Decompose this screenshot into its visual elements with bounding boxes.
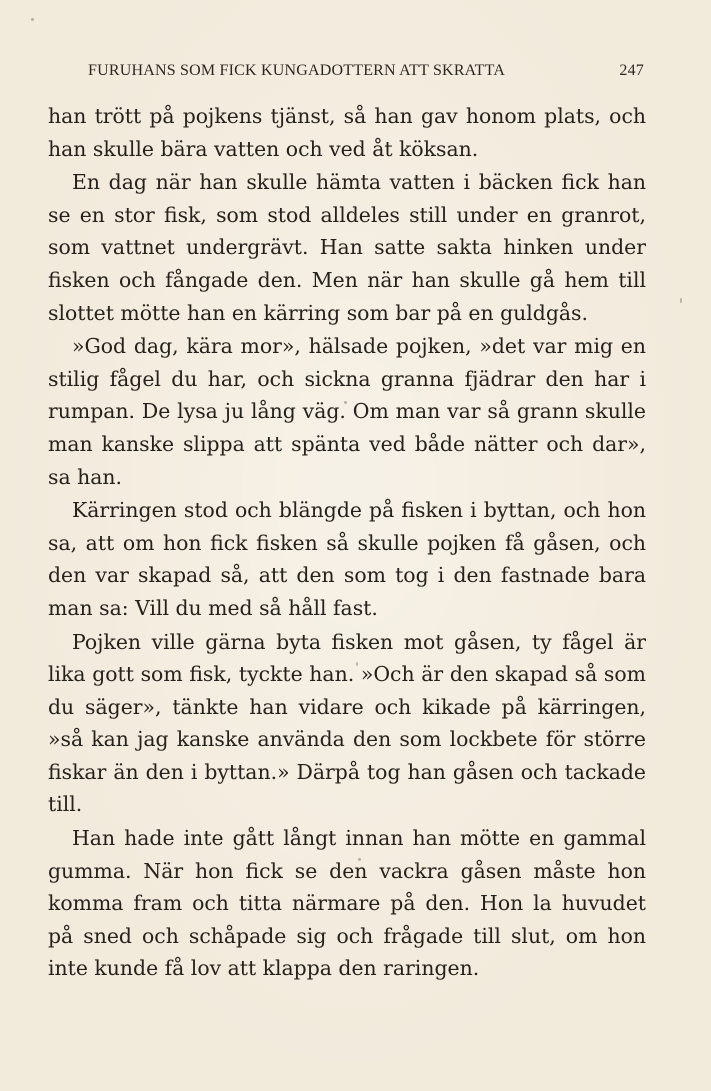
body-text <box>48 100 646 985</box>
paper-speck <box>680 298 682 303</box>
paper-speck <box>31 18 34 21</box>
paragraph-continued: han trött på pojkens tjänst, så han gav honom plats, och han skulle bära vatten och ved åt köksan. <box>48 104 646 161</box>
paragraph: Kärringen stod och blängde på fisken i byttan, och hon sa, att om hon fick fisken så skulle pojken få gåsen, och den var skapad så, att den som tog i den fastnade bara man sa: Vill du med så håll fast. <box>48 498 646 620</box>
paper-speck <box>356 662 358 666</box>
paragraph: »God dag, kära mor», hälsade pojken, »det var mig en stilig fågel du har, och sickna granna fjädrar den har i rumpan. De lysa ju lång väg. Om man var så grann skulle man kanske slippa att spänta ved både nätter och dar», sa han. <box>48 334 646 489</box>
paragraph: Pojken ville gärna byta fisken mot gåsen, ty fågel är lika gott som fisk, tyckte han. »Och är den skapad så som du säger», tänkte han vidare och kikade på kärringen, »så kan jag kanske använda den som lockbete för större fiskar än den i byttan.» Därpå tog han gåsen och tackade till. <box>48 629 646 817</box>
running-head <box>88 62 644 84</box>
paper-speck <box>358 858 361 861</box>
paragraph: Han hade inte gått långt innan han mötte en gammal gumma. När hon fick se den vackra gåsen måste hon komma fram och titta närmare på den. Hon la huvudet på sned och schåpade sig och frågade till slut, om hon inte kunde få lov att klappa den raringen. <box>48 826 646 981</box>
paragraph: En dag när han skulle hämta vatten i bäcken fick han se en stor fisk, som stod alldeles still under en granrot, som vattnet undergrävt. Han satte sakta hinken under fisken och fångade den. Men när han skulle gå hem till slottet mötte han en kärring som bar på en guldgås. <box>48 170 646 325</box>
paper-speck <box>344 401 347 404</box>
page-number: 247 <box>619 62 644 79</box>
running-title: FURUHANS SOM FICK KUNGADOTTERN ATT SKRATTA <box>88 62 506 79</box>
